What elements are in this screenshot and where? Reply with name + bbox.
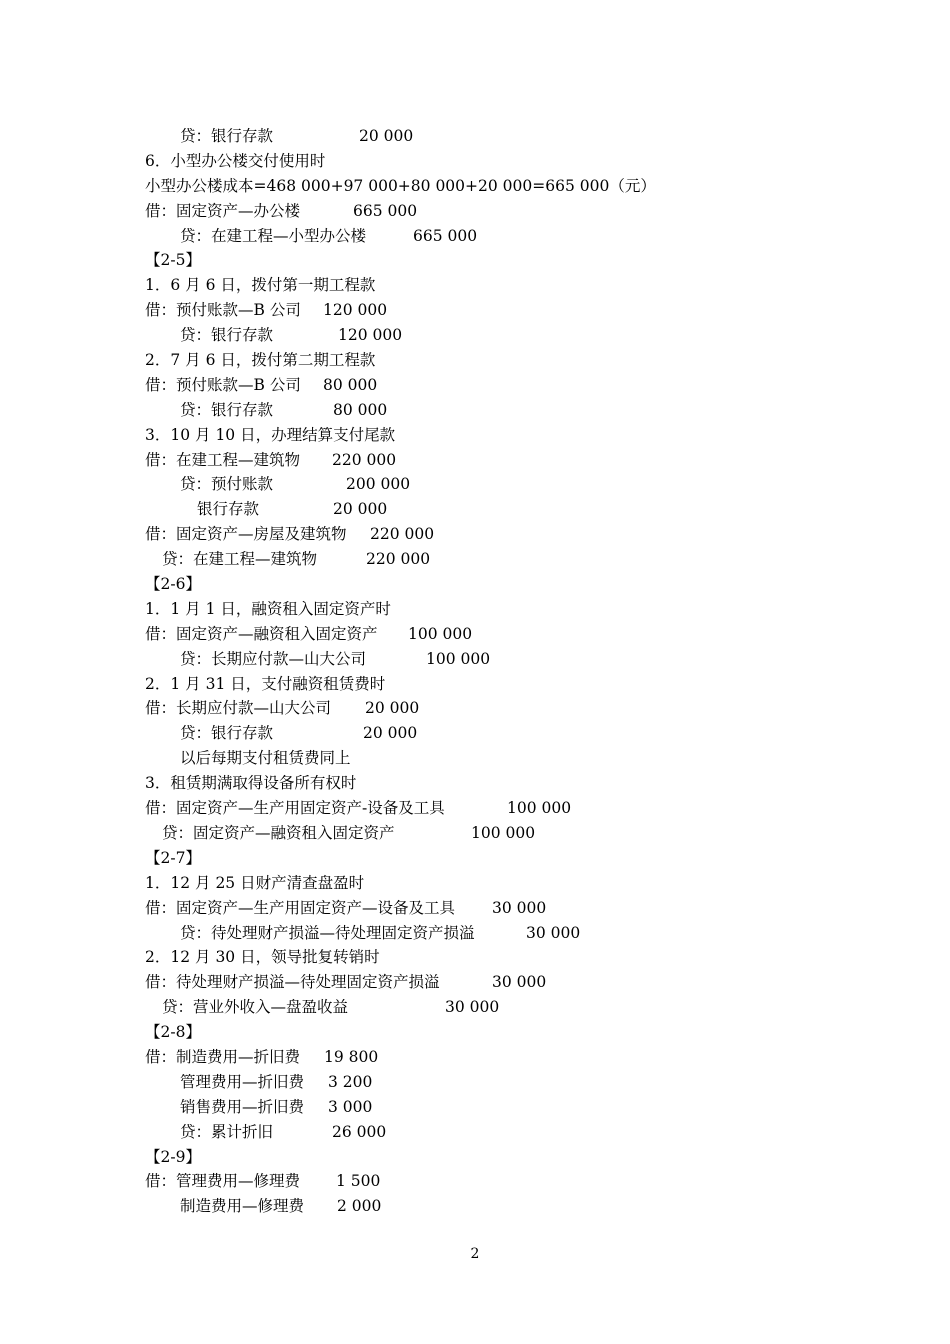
entry-text: 【2-5】 [145, 251, 201, 270]
entry-line [145, 448, 825, 473]
entry-line [145, 273, 825, 298]
entry-line [145, 1095, 825, 1120]
entry-text: 2．12 月 30 日，领导批复转销时 [145, 948, 380, 967]
entry-line [145, 423, 825, 448]
entry-amount: 20 000 [359, 127, 414, 145]
entry-text: 贷：预付账款 [180, 475, 274, 494]
entry-text: 【2-9】 [145, 1147, 201, 1166]
entry-amount: 26 000 [332, 1122, 387, 1141]
entry-amount: 100 000 [408, 624, 473, 643]
entry-line [145, 672, 825, 697]
entry-text: 借：待处理财产损溢—待处理固定资产损溢 [145, 973, 440, 992]
entry-line [145, 846, 825, 871]
entry-line [145, 597, 825, 622]
entry-line [145, 1194, 825, 1219]
entry-line [145, 647, 825, 672]
entry-text: 借：预付账款—B 公司 [145, 375, 301, 394]
entry-text: 1．1 月 1 日，融资租入固定资产时 [145, 599, 391, 618]
entry-amount: 19 800 [324, 1047, 379, 1066]
entry-amount: 665 000 [353, 201, 418, 220]
entry-text: 借：长期应付款—山大公司 [145, 699, 332, 718]
entry-line [145, 497, 825, 522]
entry-text: 管理费用—折旧费 [180, 1072, 305, 1091]
entry-line [145, 721, 825, 746]
entry-line [145, 896, 825, 921]
entry-line [145, 572, 825, 597]
entry-amount: 120 000 [323, 301, 388, 320]
entry-line [145, 149, 825, 174]
entry-amount: 100 000 [426, 649, 491, 668]
entry-text: 【2-6】 [145, 575, 201, 594]
entry-amount: 20 000 [363, 724, 418, 743]
entry-text: 借：制造费用—折旧费 [145, 1047, 301, 1066]
entry-text: 贷：待处理财产损溢—待处理固定资产损溢 [180, 923, 475, 942]
entry-amount: 30 000 [445, 998, 500, 1017]
entry-text: 以后每期支付租赁费同上 [180, 749, 351, 768]
entry-amount: 20 000 [333, 500, 388, 519]
page-number: 2 [470, 1246, 480, 1262]
entry-amount: 30 000 [492, 973, 547, 992]
entry-text: 借：固定资产—融资租入固定资产 [145, 624, 378, 643]
entry-text: 3．10 月 10 日，办理结算支付尾款 [145, 425, 396, 444]
entry-line [145, 398, 825, 423]
entry-line [145, 224, 825, 249]
entry-text: 2．1 月 31 日，支付融资租赁费时 [145, 674, 386, 693]
entry-line [145, 323, 825, 348]
entry-text: 1．12 月 25 日财产清查盘盈时 [145, 873, 365, 892]
entry-amount: 30 000 [526, 923, 581, 942]
entry-amount: 30 000 [492, 898, 547, 917]
entry-line [145, 199, 825, 224]
entry-text: 借：固定资产—房屋及建筑物 [145, 525, 347, 544]
entry-amount: 120 000 [338, 326, 403, 345]
entry-line [145, 796, 825, 821]
entry-amount: 3 200 [328, 1072, 373, 1091]
entry-text: 贷：长期应付款—山大公司 [180, 649, 367, 668]
entry-text: 【2-8】 [145, 1023, 201, 1042]
entry-amount: 100 000 [507, 799, 572, 818]
entry-text: 借：固定资产—生产用固定资产—设备及工具 [145, 898, 456, 917]
entry-amount: 220 000 [370, 525, 435, 544]
entry-amount: 220 000 [366, 550, 431, 569]
entry-text: 销售费用—折旧费 [180, 1097, 305, 1116]
entry-line [145, 1020, 825, 1045]
entry-line [145, 970, 825, 995]
entry-text: 借：管理费用—修理费 [145, 1172, 301, 1191]
entry-text: 2．7 月 6 日，拨付第二期工程款 [145, 351, 376, 370]
entry-text: 贷：在建工程—建筑物 [162, 550, 318, 569]
entry-line [145, 771, 825, 796]
entry-text: 制造费用—修理费 [180, 1197, 305, 1216]
entry-text: 借：在建工程—建筑物 [145, 450, 301, 469]
entry-text: 贷：银行存款 [180, 127, 274, 145]
entry-line [145, 1120, 825, 1145]
entry-line [145, 174, 825, 199]
entry-amount: 3 000 [328, 1097, 373, 1116]
entry-amount: 1 500 [336, 1172, 381, 1191]
entry-line [145, 248, 825, 273]
journal-entries [145, 124, 825, 1219]
entry-text: 贷：固定资产—融资租入固定资产 [162, 823, 395, 842]
entry-line [145, 373, 825, 398]
entry-text: 6．小型办公楼交付使用时 [145, 151, 326, 170]
entry-text: 贷：银行存款 [180, 326, 274, 345]
entry-amount: 200 000 [346, 475, 411, 494]
entry-text: 贷：在建工程—小型办公楼 [180, 226, 367, 245]
entry-amount: 665 000 [413, 226, 478, 245]
entry-line [145, 871, 825, 896]
entry-text: 【2-7】 [145, 848, 201, 867]
entry-line [145, 1045, 825, 1070]
entry-text: 1．6 月 6 日，拨付第一期工程款 [145, 276, 376, 295]
entry-amount: 80 000 [323, 375, 378, 394]
entry-line [145, 995, 825, 1020]
entry-line [145, 821, 825, 846]
entry-amount: 2 000 [337, 1197, 382, 1216]
entry-amount: 20 000 [365, 699, 420, 718]
entry-line [145, 1169, 825, 1194]
entry-line [145, 696, 825, 721]
entry-text: 贷：累计折旧 [180, 1122, 274, 1141]
entry-amount: 80 000 [333, 400, 388, 419]
entry-text: 借：固定资产—生产用固定资产-设备及工具 [145, 799, 445, 818]
entry-line [145, 547, 825, 572]
entry-line [145, 522, 825, 547]
entry-line [145, 472, 825, 497]
entry-line [145, 1070, 825, 1095]
entry-line [145, 124, 825, 149]
entry-text: 借：预付账款—B 公司 [145, 301, 301, 320]
entry-amount: 220 000 [332, 450, 397, 469]
entry-text: 贷：银行存款 [180, 400, 274, 419]
entry-line [145, 921, 825, 946]
entry-text: 3．租赁期满取得设备所有权时 [145, 774, 357, 793]
entry-text: 贷：营业外收入—盘盈收益 [162, 998, 349, 1017]
entry-text: 贷：银行存款 [180, 724, 274, 743]
entry-text: 小型办公楼成本=468 000+97 000+80 000+20 000=665 000（元） [145, 176, 656, 195]
entry-line [145, 945, 825, 970]
entry-text: 借：固定资产—办公楼 [145, 201, 301, 220]
entry-amount: 100 000 [471, 823, 536, 842]
entry-line [145, 298, 825, 323]
entry-text: 银行存款 [197, 500, 260, 519]
entry-line [145, 746, 825, 771]
entry-line [145, 1145, 825, 1170]
entry-line [145, 622, 825, 647]
entry-line [145, 348, 825, 373]
